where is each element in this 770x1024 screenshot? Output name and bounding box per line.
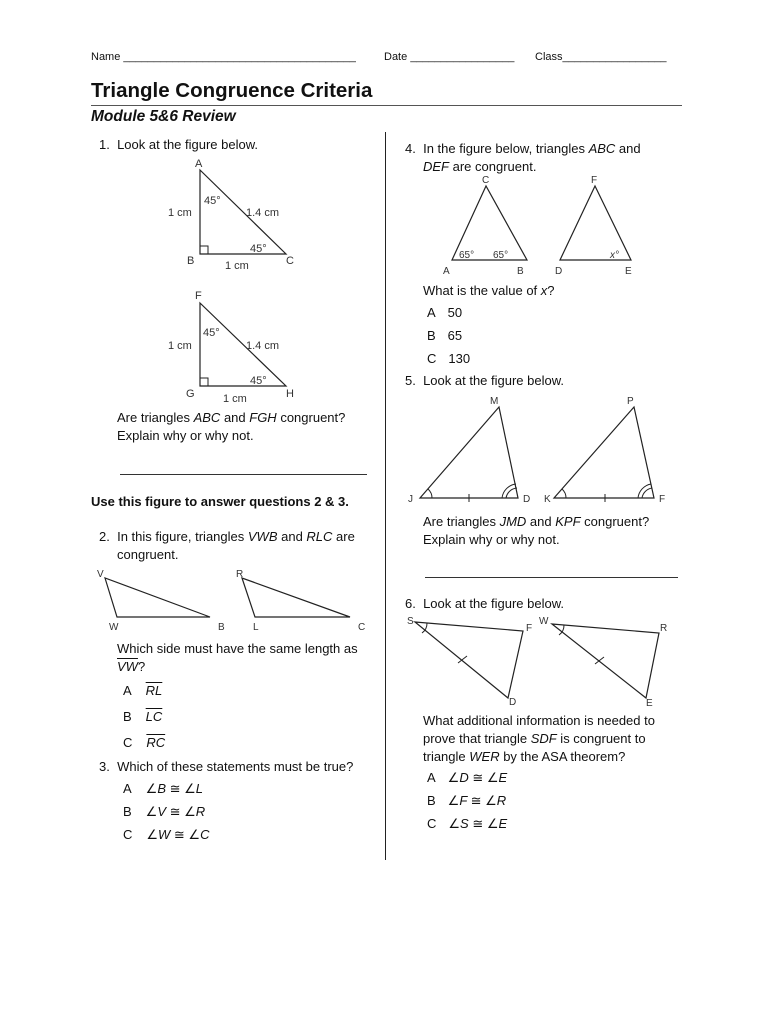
angle-e4-label: x° xyxy=(610,250,619,261)
q1-triangle-fgh xyxy=(160,285,310,405)
triangle-kpf-shape xyxy=(554,407,654,498)
label-r6: R xyxy=(660,623,668,634)
label-f: F xyxy=(195,290,202,302)
angle-f-label: 45° xyxy=(203,327,220,339)
q3-option-c[interactable]: C ∠W ≅ ∠C xyxy=(123,827,210,842)
q6-option-a[interactable]: A ∠D ≅ ∠E xyxy=(427,770,508,785)
date-field[interactable] xyxy=(384,51,514,63)
angle-h-label: 45° xyxy=(250,375,267,387)
q1-prompt-text: Look at the figure below. xyxy=(117,137,259,152)
page-title: Triangle Congruence Criteria xyxy=(91,79,373,102)
name-blank[interactable]: ______________________________________ xyxy=(123,51,356,63)
q2-option-c[interactable]: C $\overline{RC}$ xyxy=(123,735,166,750)
label-a4: A xyxy=(443,266,450,277)
title-rule xyxy=(91,105,682,106)
label-s: S xyxy=(407,616,414,627)
q3-option-b[interactable]: B ∠V ≅ ∠R xyxy=(123,804,206,819)
q5-figure xyxy=(405,390,675,510)
q5-question: Are triangles JMD and KPF congruent? Explain why or why not. xyxy=(423,514,650,547)
label-f5: F xyxy=(659,494,666,505)
q2-figure xyxy=(92,565,382,635)
q5-answer-line[interactable] xyxy=(425,577,678,578)
label-b2: B xyxy=(218,622,225,633)
q4-figure xyxy=(437,170,647,280)
triangle-sfd-shape xyxy=(415,622,523,698)
angle-b4-label: 65° xyxy=(493,250,509,261)
q4-option-b[interactable]: B 65 xyxy=(427,328,463,343)
label-r: R xyxy=(236,569,244,580)
q2-prompt: 2. In this figure, triangles VWB and RLC are congruent. xyxy=(99,529,355,562)
q4-option-a[interactable]: A 50 xyxy=(427,305,463,320)
segment-vw: $\overline{VW}$ xyxy=(117,659,138,674)
label-c4: C xyxy=(482,175,490,186)
label-w6: W xyxy=(539,616,549,627)
label-k: K xyxy=(544,494,551,505)
triangle-jmd-shape xyxy=(420,407,518,498)
label-b: B xyxy=(187,255,195,267)
q4-option-c[interactable]: C 130 xyxy=(427,351,471,366)
label-f6: F xyxy=(526,623,533,634)
name-label: Name xyxy=(91,51,121,63)
label-c2: C xyxy=(358,622,366,633)
q3-option-a[interactable]: A ∠B ≅ ∠L xyxy=(123,781,203,796)
triangle-rlc-shape xyxy=(242,578,350,617)
triangle-abc2-shape xyxy=(452,186,527,260)
q6-question: What additional information is needed to prove that triangle SDF is congruent to triangle WER by the ASA theorem? xyxy=(423,713,655,764)
q3-prompt: 3. Which of these statements must be true? xyxy=(99,759,354,774)
label-d5: D xyxy=(523,494,531,505)
date-blank[interactable]: _________________ xyxy=(410,51,515,63)
label-m: M xyxy=(490,396,499,407)
q6-option-b[interactable]: B ∠F ≅ ∠R xyxy=(427,793,507,808)
page-subtitle: Module 5&6 Review xyxy=(91,108,236,125)
label-p: P xyxy=(627,396,634,407)
q1-number: 1. xyxy=(99,137,110,152)
triangle-wre-shape xyxy=(552,624,659,698)
label-a: A xyxy=(195,158,203,170)
angle-c-label: 45° xyxy=(250,243,267,255)
label-w: W xyxy=(109,622,119,633)
right-angle-mark-g xyxy=(200,378,208,386)
q4-prompt: 4. In the figure below, triangles ABC and DEF are congruent. xyxy=(405,141,641,174)
q4-question: What is the value of x? xyxy=(423,283,555,298)
label-d6: D xyxy=(509,697,517,708)
q6-option-c[interactable]: C ∠S ≅ ∠E xyxy=(427,816,508,831)
triangle-def-shape xyxy=(560,186,631,260)
label-f4: F xyxy=(591,175,598,186)
q6-figure xyxy=(400,612,675,712)
right-angle-mark-b xyxy=(200,246,208,254)
q2-option-a[interactable]: A $\overline{RL}$ xyxy=(123,683,163,698)
label-b4: B xyxy=(517,266,524,277)
label-d4: D xyxy=(555,266,563,277)
side-gh-label: 1 cm xyxy=(223,393,247,405)
use-figure-instruction: Use this figure to answer questions 2 & 3. xyxy=(91,494,349,509)
q2-option-b[interactable]: B $\overline{LC}$ xyxy=(123,709,163,724)
side-ac-label: 1.4 cm xyxy=(246,207,280,219)
label-j: J xyxy=(408,494,413,505)
side-ab-label: 1 cm xyxy=(168,207,192,219)
q5-prompt: 5. Look at the figure below. xyxy=(405,373,565,388)
label-h: H xyxy=(286,388,294,400)
side-bc-label: 1 cm xyxy=(225,260,249,272)
label-c: C xyxy=(286,255,294,267)
class-blank[interactable]: _________________ xyxy=(562,51,667,63)
name-field[interactable] xyxy=(91,51,356,63)
q2-question: Which side must have the same length as $\overline{VW}$? xyxy=(117,641,358,674)
date-label: Date xyxy=(384,51,408,63)
side-fg-label: 1 cm xyxy=(168,340,192,352)
class-field[interactable] xyxy=(535,51,667,63)
label-v: V xyxy=(97,569,104,580)
angle-a4-label: 65° xyxy=(459,250,475,261)
side-fh-label: 1.4 cm xyxy=(246,340,280,352)
column-divider xyxy=(385,132,386,860)
label-g: G xyxy=(186,388,195,400)
q1-question: Are triangles ABC and FGH congruent? Explain why or why not. xyxy=(117,410,346,443)
q6-prompt: 6. Look at the figure below. xyxy=(405,596,565,611)
class-label: Class xyxy=(535,51,563,63)
triangle-vwb-shape xyxy=(105,578,210,617)
q1-answer-line[interactable] xyxy=(120,474,367,475)
angle-a-label: 45° xyxy=(204,195,221,207)
label-l: L xyxy=(253,622,259,633)
label-e6: E xyxy=(646,698,653,709)
label-e4: E xyxy=(625,266,632,277)
q1-triangle-abc xyxy=(160,150,310,275)
